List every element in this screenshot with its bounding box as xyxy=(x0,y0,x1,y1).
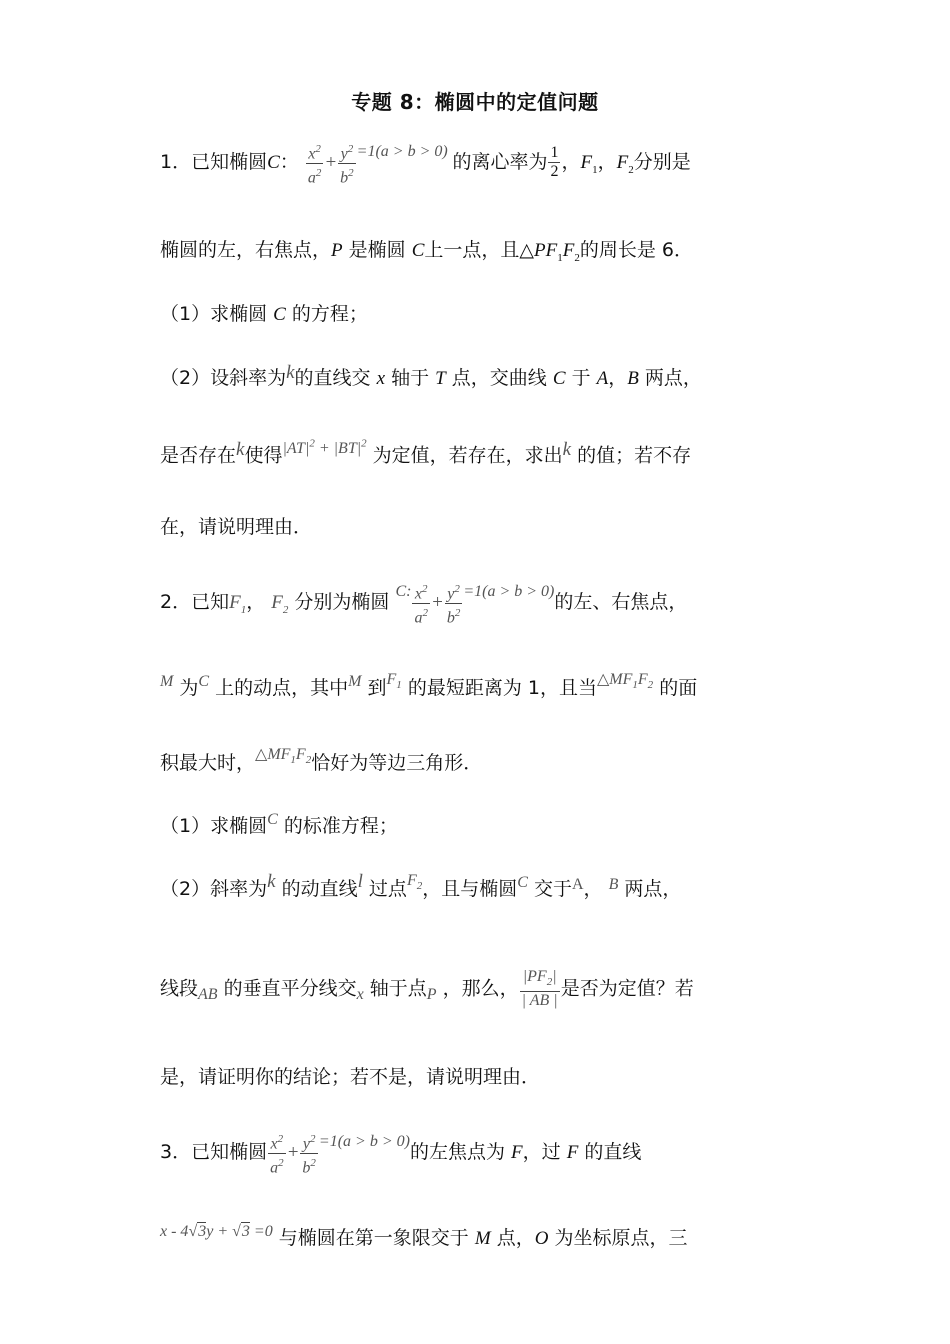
q2-subquestion-1: （1）求椭圆$^C$ 的标准方程； xyxy=(160,811,398,837)
q2-line-7: 是，请证明你的结论；若不是，请说明理由． xyxy=(160,1066,541,1088)
q3-line-2: $^{x - 4√3y + √3 =0}$ 与椭圆在第一象限交于 M 点，O 为坐标原点，三 xyxy=(160,1223,688,1249)
q1-ellipse-equation: $\frac{x^2}{a^2}$ + $\frac{y^2}{b^2}$ $^{=1(a > b > 0)}$ xyxy=(305,152,453,173)
q2-number: 2．已知 xyxy=(160,591,230,614)
q2-line-1: 2．已知$F_1$， $F_2$ 分别为椭圆 $^{C:}$ $\frac{x^2}{a^2}$ + $\frac{y^2}{b^2}$ $^{=1(a > b > 0)}$的左、右焦点， xyxy=(160,580,800,620)
q3-ellipse-equation: $\frac{x^2}{a^2}$ + $\frac{y^2}{b^2}$ $^{=1(a > b > 0)}$ xyxy=(267,1142,410,1163)
q1-subquestion-1: （1）求椭圆 C 的方程； xyxy=(160,303,368,325)
q1-line-1: 1．已知椭圆C： $\frac{x^2}{a^2}$ + $\frac{y^2}{b^2}$ $^{=1(a > b > 0)}$ 的离心率为 $\frac{1}{2}$ ，$F_1$，$F_2$分别是 xyxy=(160,140,800,180)
q2-subquestion-2: （2）斜率为k 的动直线l 过点$^{F_2}$，且与椭圆$^C$ 交于$^A$， $^B$ 两点， xyxy=(160,871,682,900)
q1-line-6: 在，请说明理由． xyxy=(160,516,313,538)
q1-subquestion-2: （2）设斜率为k的直线交 x 轴于 T 点，交曲线 C 于 A，B 两点， xyxy=(160,362,702,389)
q3-line-1: 3．已知椭圆 $\frac{x^2}{a^2}$ + $\frac{y^2}{b^2}$ $^{=1(a > b > 0)}$的左焦点为 F，过 F 的直线 xyxy=(160,1130,800,1170)
q2-triangle-2: △MF1F2 xyxy=(255,746,312,767)
q2-line-6: 线段$_{AB}$ 的垂直平分线交$_x$ 轴于点$_P$ ，那么， $\frac{|PF_2|}{| AB |}$ 是否为定值？若 xyxy=(160,968,694,1010)
q2-ellipse-equation: $^{C:}$ $\frac{x^2}{a^2}$ + $\frac{y^2}{b^2}$ $^{=1(a > b > 0)}$ xyxy=(395,592,554,613)
q2-triangle-1: △MF1F2 xyxy=(596,671,654,692)
q2-ratio-fraction: $\frac{|PF_2|}{| AB |}$ xyxy=(521,968,558,1010)
q1-number: 1．已知椭圆 xyxy=(160,151,268,174)
q1-line-5: 是否存在k使得$^{|AT|^2 + |BT|^2}$ 为定值，若存在，求出k 的值；若不存 xyxy=(160,438,692,467)
q3-number: 3．已知椭圆 xyxy=(160,1141,268,1164)
q3-line-equation: x - 4√3y + √3 =0 xyxy=(160,1223,273,1240)
q1-line-2: 椭圆的左，右焦点，P 是椭圆 C上一点，且$\triangle PF_1F_2$的周长是 6． xyxy=(160,239,694,264)
q2-line-3: 积最大时，$^{\triangle MF_1F_2}$恰好为等边三角形． xyxy=(160,746,483,774)
q2-line-2: $^M$ 为$^C$ 上的动点，其中$^M$ 到$^{F_1}$ 的最短距离为 1，且当$^{\triangle MF_1F_2}$ 的面 xyxy=(160,671,698,699)
q1-eccentricity: $\frac{1}{2}$ xyxy=(550,144,559,181)
q1-sum-expression: |AT|2 + |BT|2 xyxy=(282,438,367,458)
page-title: 专题 8：椭圆中的定值问题 xyxy=(351,90,599,114)
